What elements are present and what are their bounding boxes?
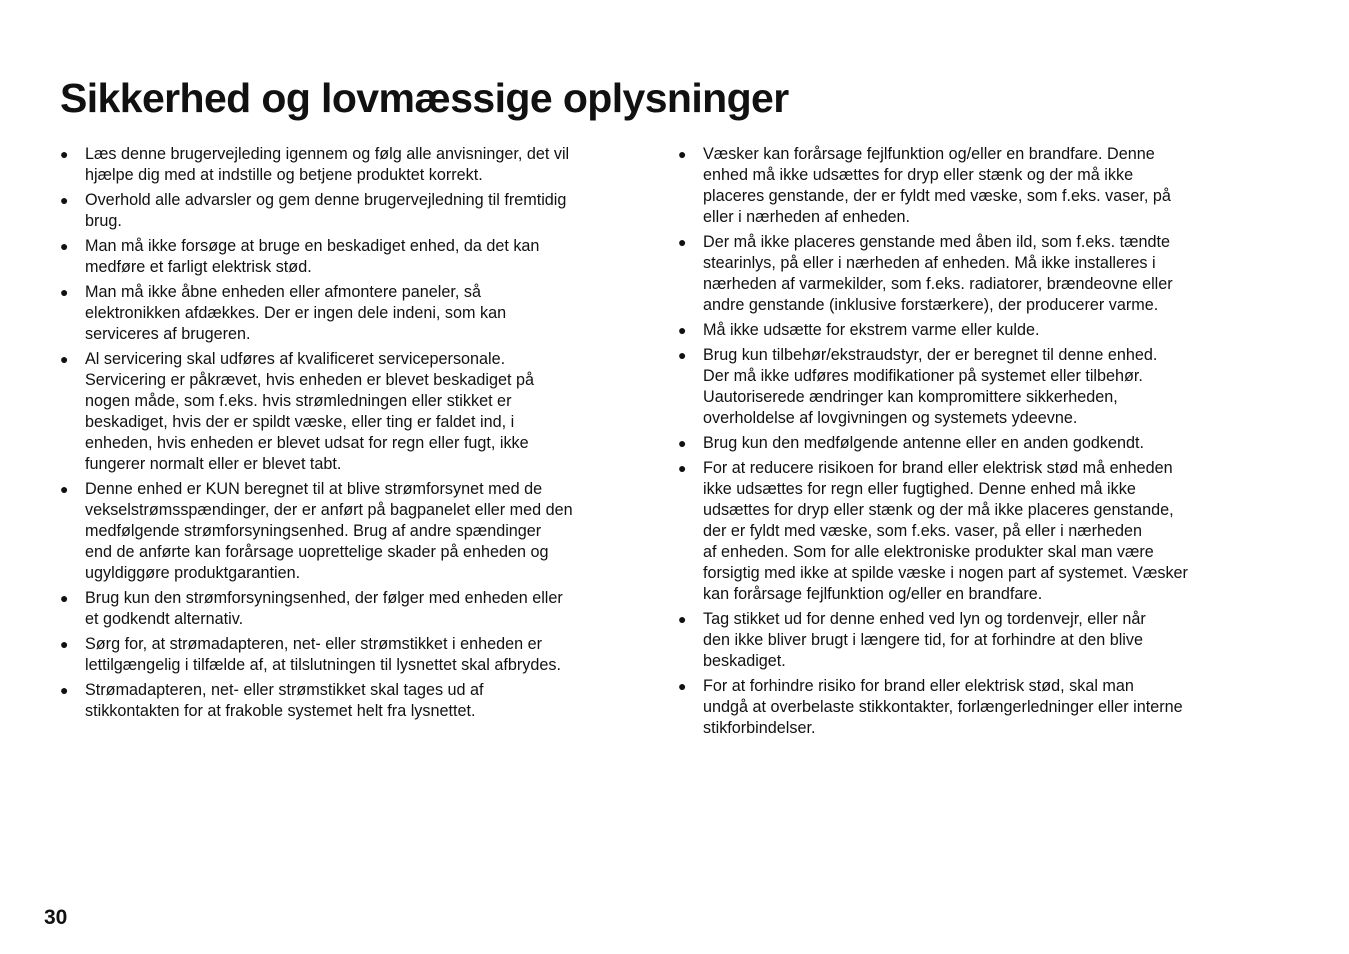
list-item [60, 236, 620, 278]
list-item-text: Brug kun den strømforsyningsenhed, der følger med enheden eller et godkendt alternativ. [85, 589, 563, 628]
bullet-icon: ● [678, 611, 687, 627]
list-item [60, 144, 620, 186]
list-item-text: For at forhindre risiko for brand eller elektrisk stød, skal man undgå at overbelaste stikkontakter, forlængerledninger eller interne stikforbindelser. [703, 677, 1183, 737]
page-number: 30 [44, 906, 68, 929]
bullet-icon: ● [678, 678, 687, 694]
bullet-icon: ● [60, 590, 69, 606]
list-item [678, 345, 1238, 429]
list-item [678, 458, 1238, 605]
list-item-text: Man må ikke forsøge at bruge en beskadiget enhed, da det kan medføre et farligt elektrisk stød. [85, 237, 540, 276]
list-item-text: Man må ikke åbne enheden eller afmontere paneler, så elektronikken afdækkes. Der er ingen dele indeni, som kan serviceres af brugeren. [85, 283, 507, 343]
list-item [678, 320, 1238, 341]
bullet-icon: ● [678, 146, 687, 162]
bullet-icon: ● [678, 234, 687, 250]
bullet-icon: ● [60, 351, 69, 367]
list-item-text: Denne enhed er KUN beregnet til at blive strømforsynet med de vekselstrømsspændinger, der er anført på bagpanelet eller med den medfølgende strømforsyningsenhed. Brug af andre spændinger end de anførte kan forårsage uoprettelige skader på enheden og ugyldiggøre produktgarantien. [85, 480, 573, 582]
bullet-icon: ● [60, 192, 69, 208]
bullet-icon: ● [60, 284, 69, 300]
list-item-text: Væsker kan forårsage fejlfunktion og/eller en brandfare. Denne enhed må ikke udsættes for dryp eller stænk og der må ikke placeres genstande, der er fyldt med væske, som f.eks. vaser, på eller i nærheden af enheden. [703, 145, 1171, 226]
bullet-icon: ● [60, 481, 69, 497]
list-item [60, 479, 620, 584]
list-item-text: Brug kun den medfølgende antenne eller en anden godkendt. [703, 434, 1144, 452]
page-title: Sikkerhed og lovmæssige oplysninger [60, 75, 789, 121]
bullet-icon: ● [60, 636, 69, 652]
list-item [60, 349, 620, 475]
bullet-icon: ● [60, 238, 69, 254]
bullet-icon: ● [678, 322, 687, 338]
bullet-icon: ● [678, 435, 687, 451]
list-item-text: Læs denne brugervejleding igennem og følg alle anvisninger, det vil hjælpe dig med at indstille og betjene produktet korrekt. [85, 145, 570, 184]
bullet-icon: ● [678, 460, 687, 476]
list-item-text: Overhold alle advarsler og gem denne brugervejledning til fremtidig brug. [85, 191, 567, 230]
list-item-text: Tag stikket ud for denne enhed ved lyn og tordenvejr, eller når den ikke bliver brugt i længere tid, for at forhindre at den blive beskadiget. [703, 610, 1146, 670]
list-item [678, 609, 1238, 672]
list-item-text: For at reducere risikoen for brand eller elektrisk stød må enheden ikke udsættes for regn eller fugtighed. Denne enhed må ikke udsættes for dryp eller stænk og der må ikke placeres genstande, der er fyldt med væske, som f.eks. vaser, på eller i nærheden af enheden. Som for alle elektroniske produkter skal man være forsigtig med ikke at spilde væske i nogen part af systemet. Væsker kan forårsage fejlfunktion og/eller en brandfare. [703, 459, 1188, 603]
list-item-text: Må ikke udsætte for ekstrem varme eller kulde. [703, 321, 1040, 339]
bullet-icon: ● [60, 682, 69, 698]
bullet-icon: ● [60, 146, 69, 162]
right-column-list [678, 144, 1238, 743]
list-item [60, 588, 620, 630]
list-item [678, 676, 1238, 739]
list-item [60, 190, 620, 232]
list-item-text: Der må ikke placeres genstande med åben ild, som f.eks. tændte stearinlys, på eller i nærheden af enheden. Må ikke installeres i nærheden af varmekilder, som f.eks. radiatorer, brændeovne eller andre genstande (inklusive forstærkere), der producerer varme. [703, 233, 1173, 314]
list-item-text: Sørg for, at strømadapteren, net- eller strømstikket i enheden er lettilgængelig i tilfælde af, at tilslutningen til lysnettet skal afbrydes. [85, 635, 561, 674]
list-item [678, 232, 1238, 316]
list-item [60, 282, 620, 345]
list-item-text: Strømadapteren, net- eller strømstikket skal tages ud af stikkontakten for at frakoble systemet helt fra lysnettet. [85, 681, 484, 720]
list-item [60, 680, 620, 722]
list-item-text: Brug kun tilbehør/ekstraudstyr, der er beregnet til denne enhed. Der må ikke udføres modifikationer på systemet eller tilbehør. Uautoriserede ændringer kan kompromittere sikkerheden, overholdelse af lovgivningen og systemets ydeevne. [703, 346, 1158, 427]
list-item [60, 634, 620, 676]
list-item-text: Al servicering skal udføres af kvalificeret servicepersonale. Servicering er påkrævet, hvis enheden er blevet beskadiget på nogen måde, som f.eks. hvis strømledningen eller stikket er beskadiget, hvis der er spildt væske, eller ting er faldet ind, i enheden, hvis enheden er blevet udsat for regn eller fugt, ikke fungerer normalt eller er blevet tabt. [85, 350, 535, 473]
bullet-icon: ● [678, 347, 687, 363]
list-item [678, 433, 1238, 454]
left-column-list [60, 144, 620, 726]
list-item [678, 144, 1238, 228]
